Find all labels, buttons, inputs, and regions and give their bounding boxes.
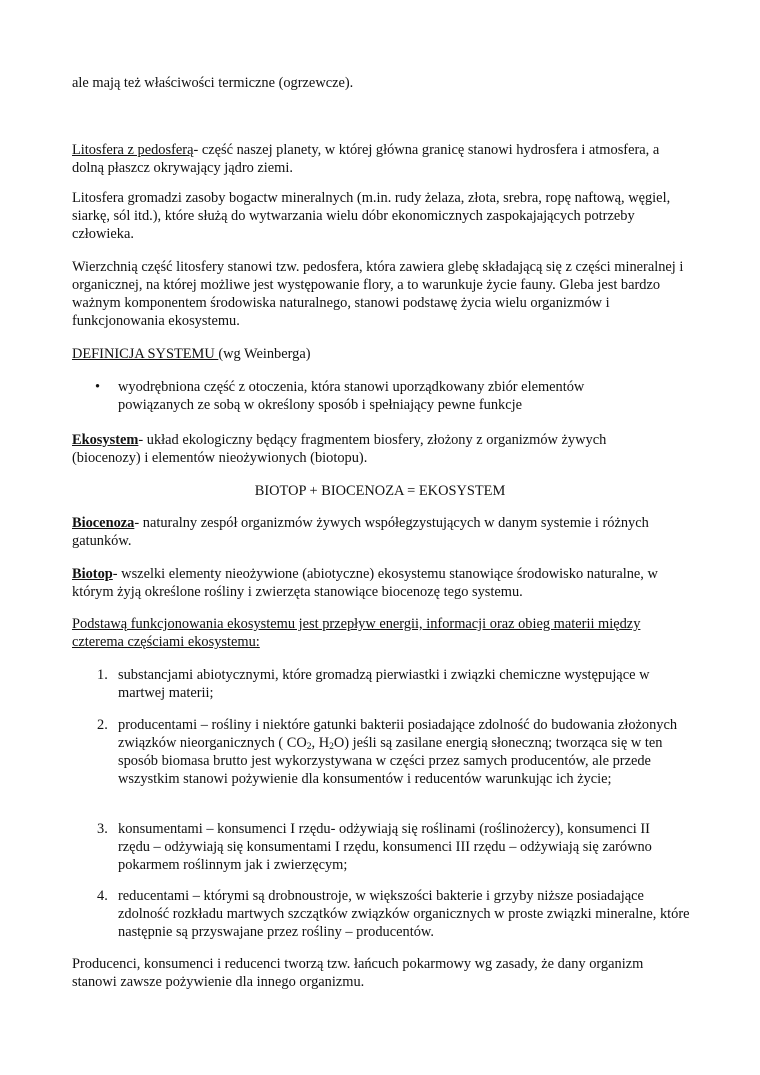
biocenoza-paragraph [72,514,692,550]
list-number: 4. [97,888,108,904]
biocenoza-definition: - naturalny zespół organizmów żywych współegzystujących w danym systemie i różnych gatunków. [72,515,649,549]
system-heading: DEFINICJA SYSTEMU [72,346,219,362]
litosfera-resources-paragraph: Litosfera gromadzi zasoby bogactw mineralnych (m.in. rudy żelaza, złota, srebra, ropę naftową, węgiel, siarkę, sól itd.), które służą do wytwarzania wielu dóbr ekonomicznych zaspokajających potrzeby człowieka. [72,190,671,242]
list-item-reducers: reducentami – którymi są drobnoustroje, w większości bakterie i grzyby niższe posiadające zdolność rozkładu martwych szczątków związków organicznych w proste związki mineralne, które następnie są przyswajane przez rośliny – producentów. [118,888,690,940]
biotop-term: Biotop [72,566,113,582]
system-source: (wg Weinberga) [218,346,311,362]
ekosystem-definition: - układ ekologiczny będący fragmentem biosfery, złożony z organizmów żywych (biocenozy) i elementów nieożywionych (biotopu). [72,432,607,466]
litosfera-term: Litosfera z pedosferą [72,142,194,158]
list-item-consumers: konsumentami – konsumenci I rzędu- odżywiają się roślinami (roślinożercy), konsumenci II rzędu – odżywiają się konsumentami I rzędu, konsumenci III rzędu – odżywiają się zarówno pokarmem roślinnym jak i zwierzęcym; [118,821,652,873]
bullet-icon: • [95,379,101,395]
pedosfera-paragraph: Wierzchnią część litosfery stanowi tzw. pedosfera, która zawiera glebę składającą się z części mineralnej i organicznej, na której możliwe jest występowanie flory, a to warunkuje życie fauny. Gleba jest bardzo ważnym komponentem środowiska naturalnego, stanowi podstawę życia wielu organizmów i funkcjonowania ekosystemu. [72,259,684,329]
ecosystem-equation: BIOTOP + BIOCENOZA = EKOSYSTEM [254,483,506,499]
biocenoza-term: Biocenoza [72,515,135,531]
system-definition-heading [72,345,692,363]
h2o-subscript: 2 [329,742,334,752]
list-item-producers [118,716,678,788]
producers-text-a: producentami – rośliny i niektóre gatunki bakterii posiadające zdolność do budowania złożonych związków nieorganicznych ( CO [118,717,678,751]
producers-text-c: O) jeśli są zasilane energią słoneczną; tworząca się w ten sposób biomasa brutto jest wykorzystywana w części przez samych producentów, ale przede wszystkim stanowi pożywienie dla konsumentów i reducentów warunkując ich życie; [118,735,663,787]
list-number: 2. [97,717,108,733]
list-number: 1. [97,667,108,683]
list-item-abiotic: substancjami abiotycznymi, które gromadzą pierwiastki i związki chemiczne występujące w martwej materii; [118,667,650,701]
litosfera-paragraph [72,141,688,177]
biotop-definition: - wszelki elementy nieożywione (abiotyczne) ekosystemu stanowiące środowisko naturalne, w którym żyją określone rośliny i zwierzęta stanowiące biocenozę tego systemu. [72,566,658,600]
biotop-paragraph [72,565,688,601]
list-number: 3. [97,821,108,837]
system-bullet-item: wyodrębniona część z otoczenia, która stanowi uporządkowany zbiór elementów powiązanych ze sobą w określony sposób i spełniający pewne funkcje [118,379,585,413]
litosfera-definition: - część naszej planety, w której główna granicę stanowi hydrosfera i atmosfera, a dolną płaszcz okrywający jądro ziemi. [72,142,660,176]
producers-text-b: , H [311,735,330,751]
components-heading: Podstawą funkcjonowania ekosystemu jest przepływ energii, informacji oraz obieg materii między czterema częściami ekosystemu: [72,616,641,650]
ekosystem-paragraph [72,431,672,467]
closing-paragraph: Producenci, konsumenci i reducenci tworzą tzw. łańcuch pokarmowy wg zasady, że dany organizm stanowi zawsze pożywienie dla innego organizmu. [72,956,644,990]
ekosystem-term: Ekosystem [72,432,139,448]
co2-subscript: 2 [306,742,312,752]
intro-line: ale mają też właściwości termiczne (ogrzewcze). [72,75,354,91]
